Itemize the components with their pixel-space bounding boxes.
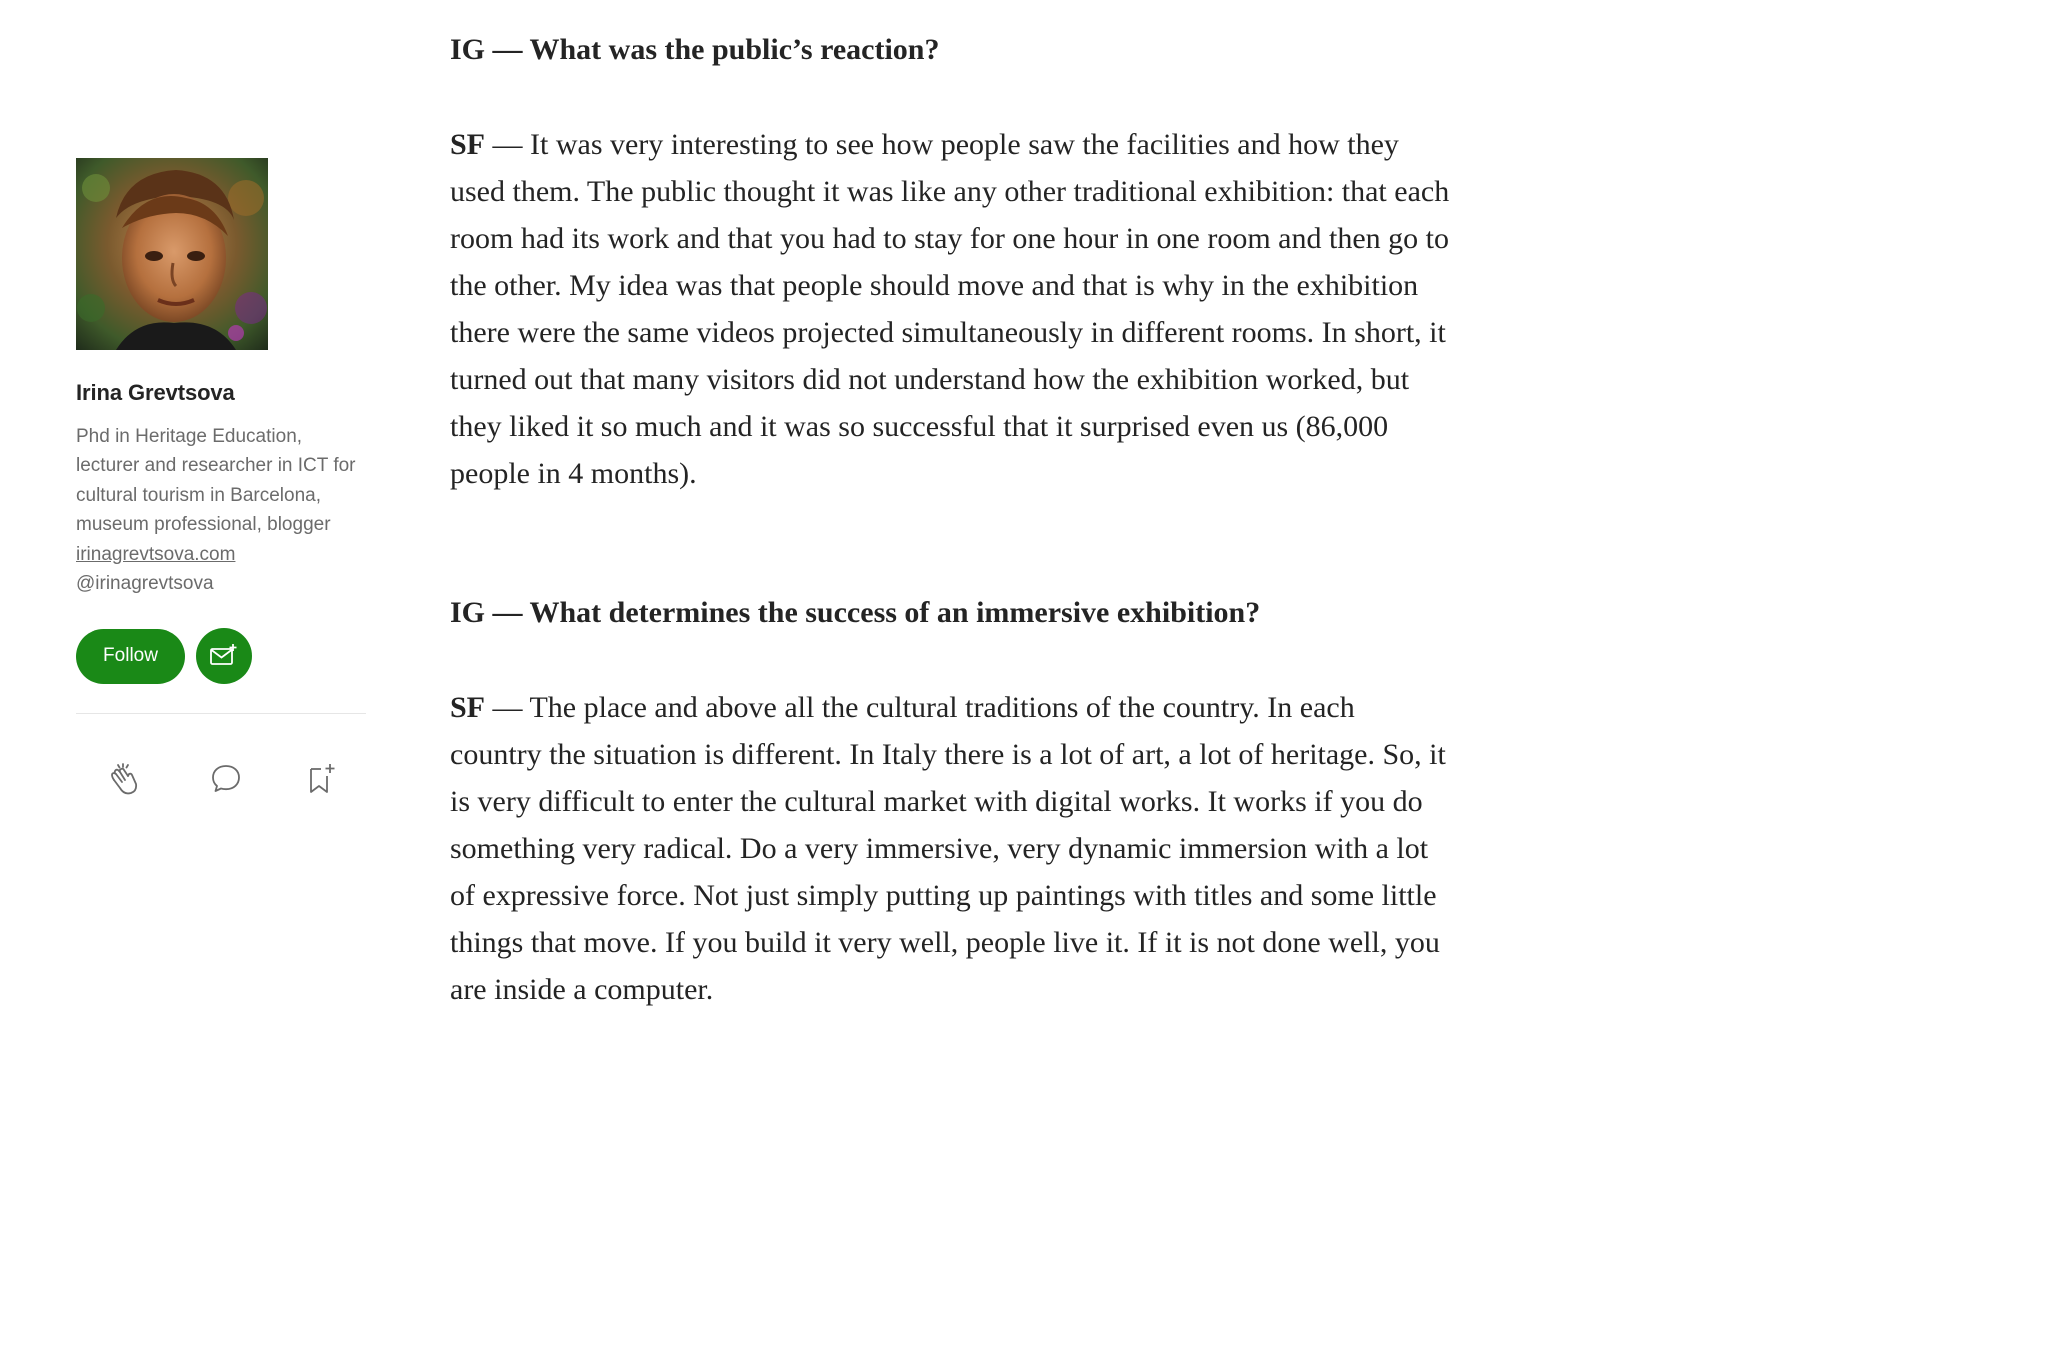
- interview-question-2: [450, 585, 1260, 641]
- author-handle: @irinagrevtsova: [76, 573, 214, 595]
- author-sidebar: [76, 158, 366, 814]
- article-actions: [76, 754, 366, 814]
- answer-speaker: SF: [450, 691, 486, 724]
- question-text: — What was the public’s reaction?: [485, 33, 940, 66]
- answer-speaker: SF: [450, 128, 486, 161]
- author-name[interactable]: Irina Grevtsova: [76, 380, 235, 405]
- author-avatar[interactable]: [76, 158, 268, 350]
- question-speaker: IG: [450, 33, 486, 66]
- author-website-link[interactable]: irinagrevtsova.com: [76, 543, 236, 565]
- comment-icon: [210, 762, 242, 794]
- avatar-image: [76, 158, 268, 350]
- bookmark-add-icon: [306, 762, 338, 796]
- interview-answer-1: [450, 121, 1450, 497]
- clap-icon: [104, 762, 144, 802]
- question-text: — What determines the success of an immersive exhibition?: [485, 596, 1261, 629]
- answer-text: — The place and above all the cultural traditions of the country. In each country the situation is different. In Italy there is a lot of art, a lot of heritage. So, it is very difficult to enter the cultural market with digital works. It works if you do something very radical. Do a very immersive, very dynamic immersion with a lot of expressive force. Not just simply putting up paintings with titles and some little things that move. If you build it very well, people live it. If it is not done well, you are inside a computer.: [450, 691, 1446, 1006]
- interview-answer-2: [450, 684, 1450, 1013]
- follow-button[interactable]: Follow: [76, 629, 185, 684]
- comment-button[interactable]: [210, 762, 242, 794]
- email-subscribe-button[interactable]: [196, 628, 252, 684]
- author-bio: [76, 422, 361, 598]
- answer-text: — It was very interesting to see how people saw the facilities and how they used them. The public thought it was like any other traditional exhibition: that each room had its work and that you had to stay for one hour in one room and then go to the other. My idea was that people should move and that is why in the exhibition there were the same videos projected simultaneously in different rooms. In short, it turned out that many visitors did not understand how the exhibition worked, but they liked it so much and it was so successful that it surprised even us (86,000 people in 4 months).: [450, 128, 1450, 490]
- bookmark-button[interactable]: [306, 762, 338, 796]
- mail-plus-icon: [209, 643, 239, 669]
- sidebar-divider: [76, 713, 366, 714]
- question-speaker: IG: [450, 596, 486, 629]
- follow-row: [76, 628, 366, 684]
- clap-button[interactable]: [104, 762, 144, 802]
- author-bio-text: Phd in Heritage Education, lecturer and researcher in ICT for cultural tourism in Barcelona, museum professional, blogger: [76, 426, 356, 536]
- interview-question-1: [450, 22, 939, 78]
